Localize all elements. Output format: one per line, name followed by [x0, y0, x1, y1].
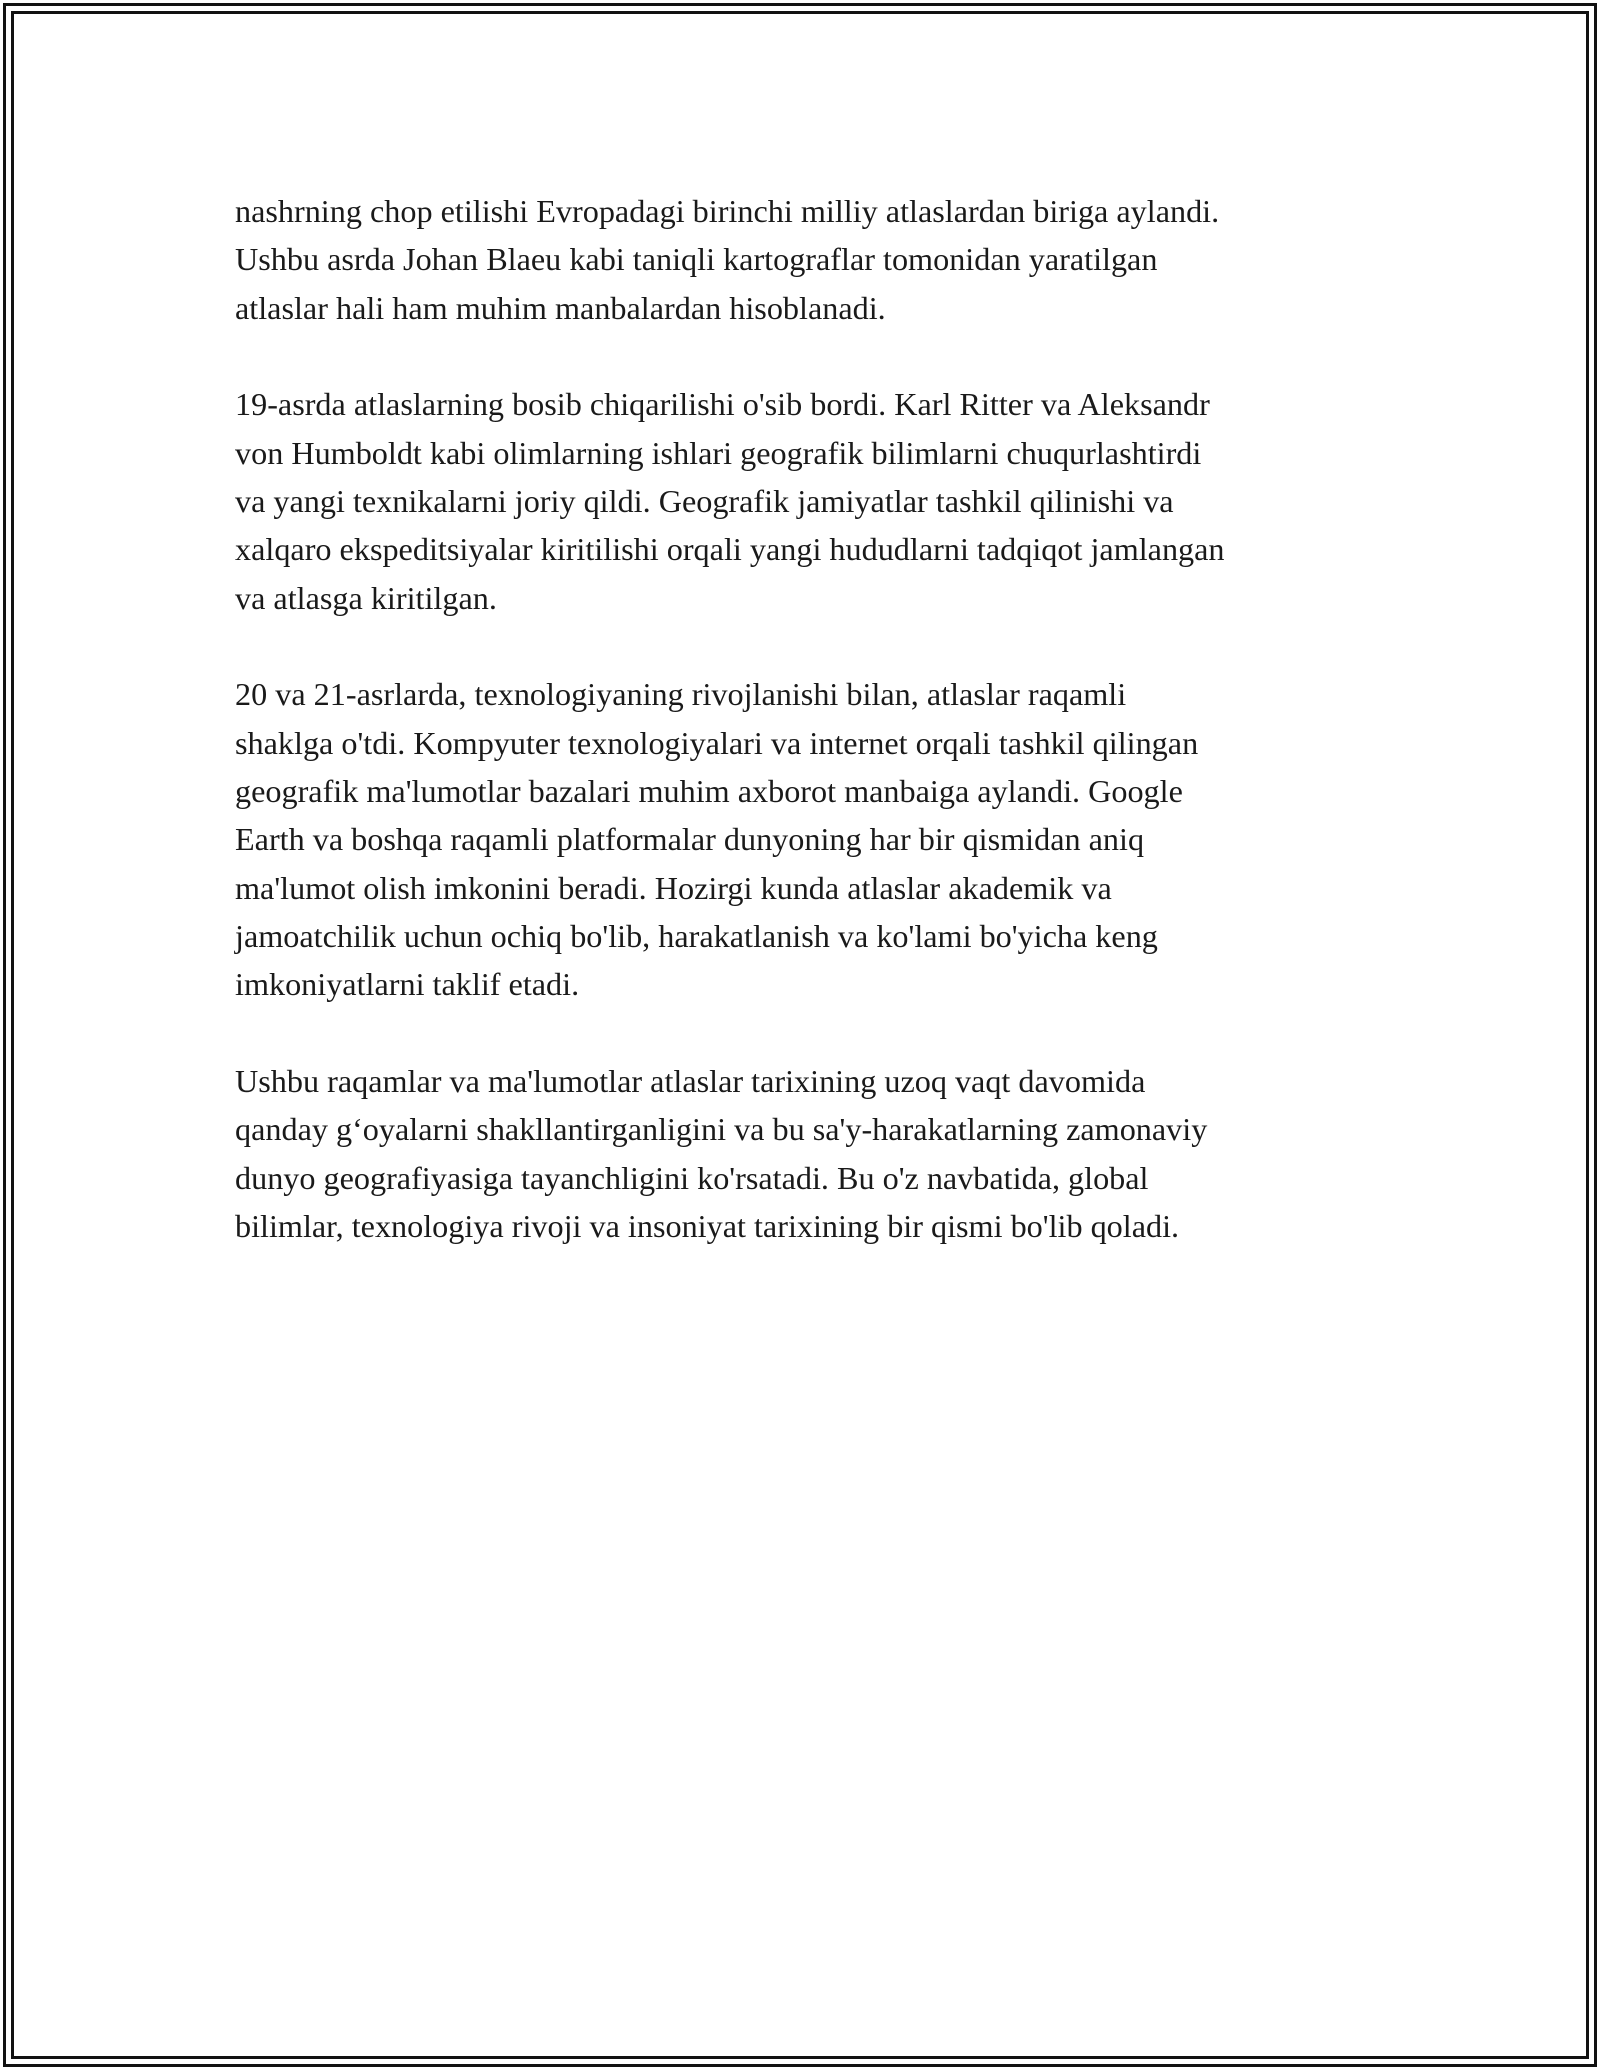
document-body	[235, 187, 1375, 1250]
text-line: geografik ma'lumotlar bazalari muhim axborot manbaiga aylandi. Google	[235, 772, 1183, 809]
text-line: va atlasga kiritilgan.	[235, 579, 497, 616]
text-line: ma'lumot olish imkonini beradi. Hozirgi kunda atlaslar akademik va	[235, 869, 1112, 906]
text-line: Ushbu raqamlar va ma'lumotlar atlaslar tarixining uzoq vaqt davomida	[235, 1062, 1146, 1099]
text-line: imkoniyatlarni taklif etadi.	[235, 966, 580, 1003]
text-line: bilimlar, texnologiya rivoji va insoniyat tarixining bir qismi bo'lib qoladi.	[235, 1207, 1180, 1244]
text-line: xalqaro ekspeditsiyalar kiritilishi orqali yangi hududlarni tadqiqot jamlangan	[235, 531, 1225, 568]
paragraph-2	[235, 380, 1375, 621]
paragraph-1	[235, 187, 1375, 332]
text-line: jamoatchilik uchun ochiq bo'lib, harakatlanish va ko'lami bo'yicha keng	[235, 917, 1158, 954]
text-line: atlaslar hali ham muhim manbalardan hisoblanadi.	[235, 289, 886, 326]
paragraph-4	[235, 1057, 1375, 1250]
text-line: Ushbu asrda Johan Blaeu kabi taniqli kartograflar tomonidan yaratilgan	[235, 241, 1158, 278]
text-line: von Humboldt kabi olimlarning ishlari geografik bilimlarni chuqurlashtirdi	[235, 434, 1202, 471]
text-line: 20 va 21-asrlarda, texnologiyaning rivojlanishi bilan, atlaslar raqamli	[235, 676, 1127, 713]
text-line: nashrning chop etilishi Evropadagi birinchi milliy atlaslardan biriga aylandi.	[235, 193, 1220, 229]
text-line: 19-asrda atlaslarning bosib chiqarilishi o'sib bordi. Karl Ritter va Aleksandr	[235, 386, 1210, 423]
text-line: va yangi texnikalarni joriy qildi. Geografik jamiyatlar tashkil qilinishi va	[235, 482, 1174, 519]
text-line: Earth va boshqa raqamli platformalar dunyoning har bir qismidan aniq	[235, 821, 1145, 858]
text-line: shaklga o'tdi. Kompyuter texnologiyalari va internet orqali tashkil qilingan	[235, 724, 1199, 761]
paragraph-3	[235, 670, 1375, 1008]
text-line: dunyo geografiyasiga tayanchligini ko'rsatadi. Bu o'z navbatida, global	[235, 1159, 1149, 1196]
text-line: qanday g‘oyalarni shakllantirganligini va bu sa'y-harakatlarning zamonaviy	[235, 1111, 1208, 1148]
